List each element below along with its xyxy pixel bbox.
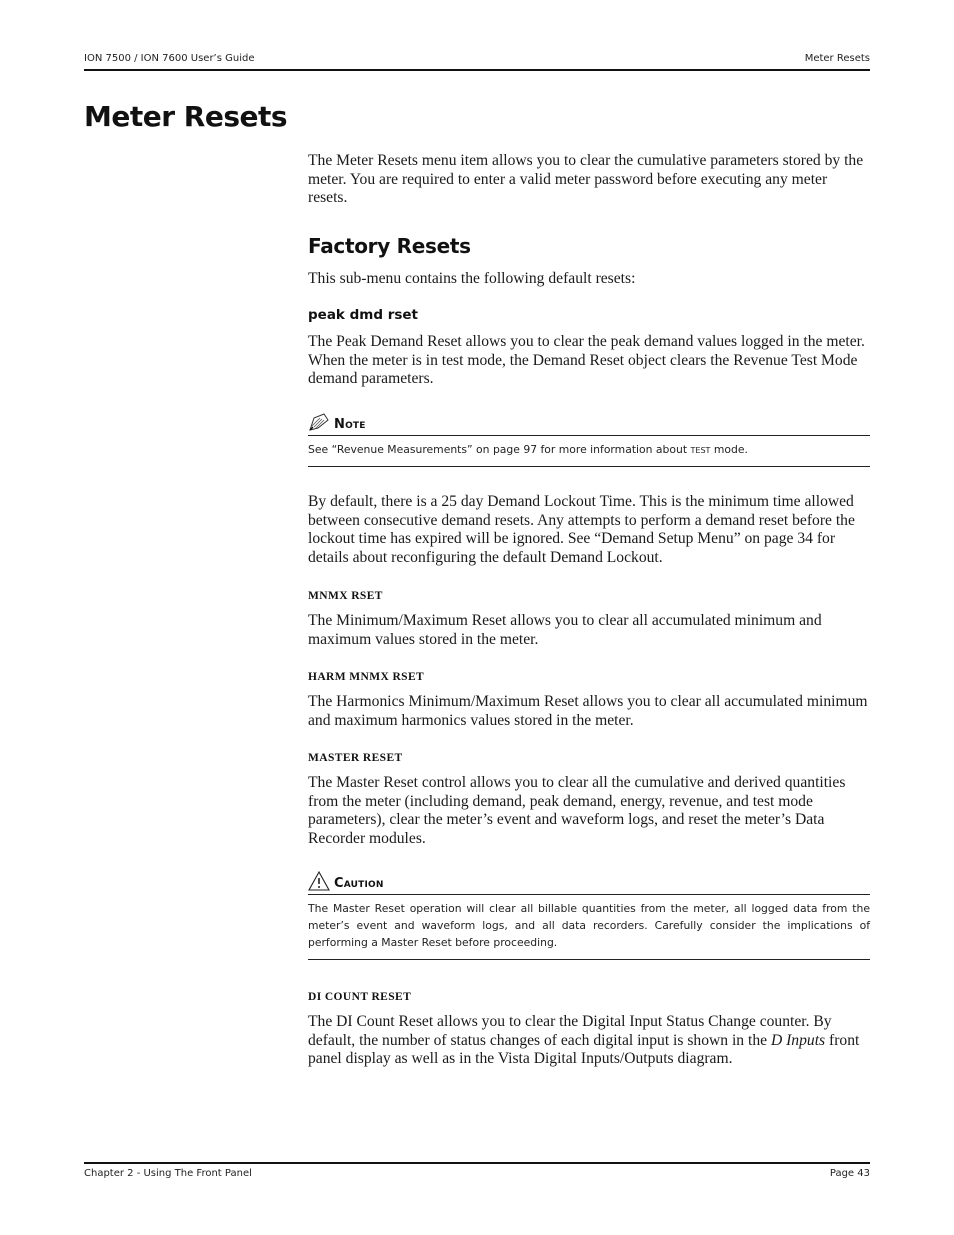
- intro-paragraph: The Meter Resets menu item allows you to clear the cumulative parameters stored by the meter. You are required to enter a valid meter password before executing any meter resets.: [308, 152, 864, 207]
- running-header-left: ION 7500 / ION 7600 User’s Guide: [84, 53, 255, 64]
- lockout-paragraph: By default, there is a 25 day Demand Lockout Time. This is the minimum time allowed between consecutive demand resets. Any attempts to perform a demand reset before the lockout time has expired will be ignored. See “Demand Setup Menu” on page 34 for details about reconfiguring the default Demand Lockout.: [308, 493, 855, 567]
- mnmx-rset-heading: MNMX RSET: [308, 590, 383, 602]
- caution-text: The Master Reset operation will clear all billable quantities from the meter, all logged data from the meter’s event and waveform logs, and all data recorders. Carefully consider the implications of performing a Master Reset before proceeding.: [308, 902, 870, 949]
- harm-mnmx-rset-heading: HARM MNMX RSET: [308, 671, 425, 683]
- di-count-reset-body: The DI Count Reset allows you to clear the Digital Input Status Change counter. By default, the number of status changes of each digital input is shown in the D Inputs front panel display as well as in the Vista Digital Inputs/Outputs diagram.: [308, 1013, 860, 1068]
- footer-rule: [84, 1162, 870, 1164]
- caution-bottom-rule: [308, 959, 870, 960]
- di-count-reset-heading: DI COUNT RESET: [308, 991, 412, 1003]
- mnmx-rset-body: The Minimum/Maximum Reset allows you to clear all accumulated minimum and maximum values stored in the meter.: [308, 612, 822, 648]
- factory-resets-intro: This sub-menu contains the following default resets:: [308, 270, 636, 287]
- caution-title: Caution: [334, 876, 384, 891]
- note-text: See “Revenue Measurements” on page 97 for more information about test mode.: [308, 443, 748, 456]
- footer-chapter: Chapter 2 - Using The Front Panel: [84, 1168, 252, 1179]
- factory-resets-heading: Factory Resets: [308, 234, 471, 258]
- header-rule: [84, 69, 870, 71]
- master-reset-body: The Master Reset control allows you to clear all the cumulative and derived quantities from the meter (including demand, peak demand, energy, revenue, and test mode parameters), clear the meter’s event and waveform logs, and reset the meter’s Data Recorder modules.: [308, 774, 846, 848]
- peak-dmd-heading: peak dmd rset: [308, 307, 419, 323]
- peak-dmd-body: The Peak Demand Reset allows you to clear the peak demand values logged in the meter. When the meter is in test mode, the Demand Reset object clears the Revenue Test Mode demand parameters.: [308, 333, 865, 388]
- caution-callout: [308, 871, 870, 960]
- master-reset-heading: MASTER RESET: [308, 752, 403, 764]
- footer-page-number: Page 43: [829, 1168, 870, 1179]
- note-bottom-rule: [308, 466, 870, 467]
- note-pencil-icon: [308, 412, 330, 432]
- warning-triangle-icon: [308, 871, 330, 891]
- note-callout: [308, 412, 870, 467]
- page-title: Meter Resets: [84, 100, 288, 133]
- harm-mnmx-rset-body: The Harmonics Minimum/Maximum Reset allows you to clear all accumulated minimum and maximum harmonics values stored in the meter.: [308, 693, 868, 729]
- note-title: Note: [334, 417, 366, 432]
- running-header-right: Meter Resets: [804, 53, 870, 64]
